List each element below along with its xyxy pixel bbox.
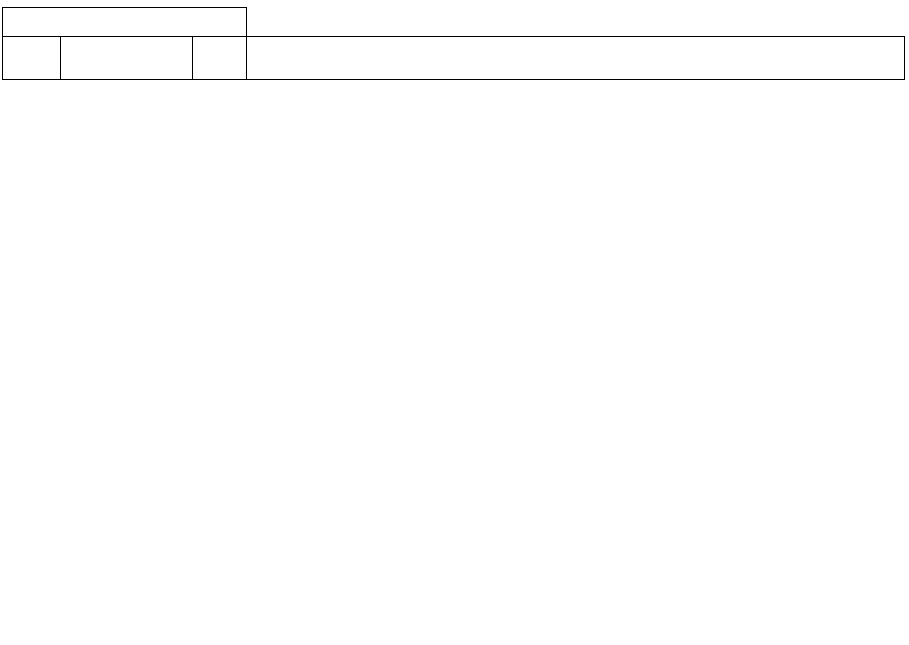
junior-school-column-header	[61, 37, 193, 80]
column-header-row	[3, 37, 905, 80]
high-school-header-row	[3, 8, 905, 37]
allocation-header	[247, 37, 905, 80]
code-column-header	[3, 37, 61, 80]
high-school-label	[3, 8, 247, 37]
applicant-count-column-header	[193, 37, 247, 80]
allocation-table	[2, 7, 905, 80]
